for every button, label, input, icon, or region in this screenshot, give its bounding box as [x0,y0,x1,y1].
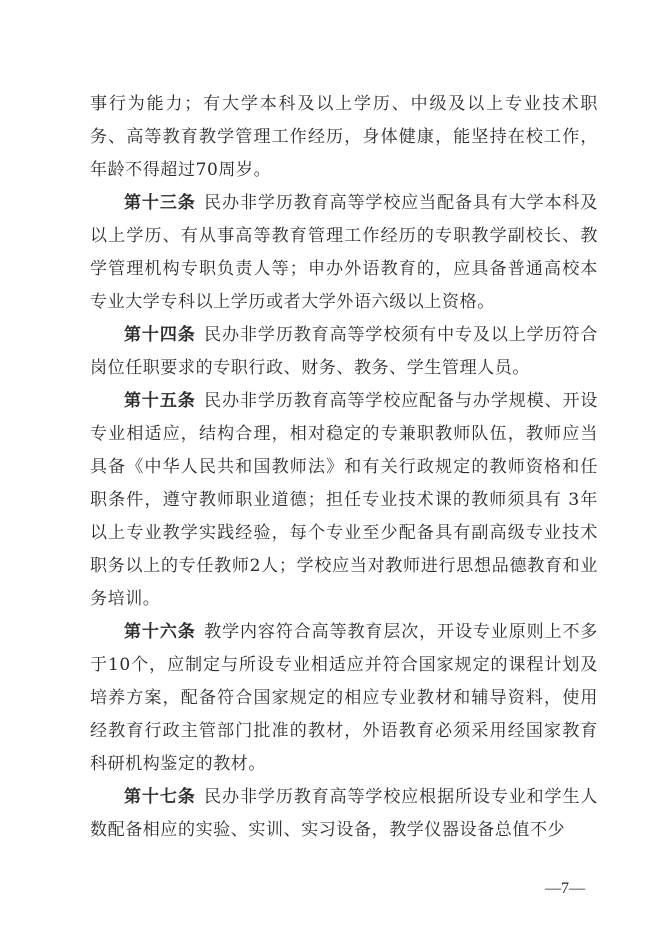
article-number: 第十六条 [124,622,196,642]
paragraph-text: 民办非学历教育高等学校须有中专及以上学历符合岗位任职要求的专职行政、财务、教务、学生管理人员。 [90,325,598,378]
article-16 [90,616,598,781]
article-17 [90,781,598,847]
page-number: —7— [545,880,585,897]
paragraph-text: 民办非学历教育高等学校应当配备具有大学本科及以上学历、有从事高等教育管理工作经历的专职教学副校长、教学管理机构专职负责人等；申办外语教育的，应具备普通高校本专业大学专科以上学历或者大学外语六级以上资格。 [90,193,598,312]
article-14 [90,319,598,385]
article-number: 第十七条 [124,787,196,807]
article-number: 第十四条 [124,325,196,345]
article-number: 第十五条 [124,391,196,411]
paragraph-text: 民办非学历教育高等学校应根据所设专业和学生人数配备相应的实验、实训、实习设备，教学仪器设备总值不少 [90,787,598,840]
article-13 [90,187,598,319]
paragraph-text: 教学内容符合高等教育层次，开设专业原则上不多于10个，应制定与所设专业相适应并符合国家规定的课程计划及培养方案，配备符合国家规定的相应专业教材和辅导资料，使用经教育行政主管部门批准的教材，外语教育必须采用经国家教育科研机构鉴定的教材。 [90,622,598,774]
document-body [90,88,598,847]
article-number: 第十三条 [124,193,196,213]
paragraph-text: 事行为能力；有大学本科及以上学历、中级及以上专业技术职务、高等教育教学管理工作经历，身体健康，能坚持在校工作，年龄不得超过70周岁。 [90,94,598,180]
paragraph-text: 民办非学历教育高等学校应配备与办学规模、开设专业相适应，结构合理，相对稳定的专兼职教师队伍，教师应当具备《中华人民共和国教师法》和有关行政规定的教师资格和任职条件，遵守教师职业道德；担任专业技术课的教师须具有 3年以上专业教学实践经验，每个专业至少配备具有副高级专业技术职务以上的专任教师2人；学校应当对教师进行思想品德教育和业务培训。 [90,391,598,609]
paragraph-continuation [90,88,598,187]
article-15 [90,385,598,616]
